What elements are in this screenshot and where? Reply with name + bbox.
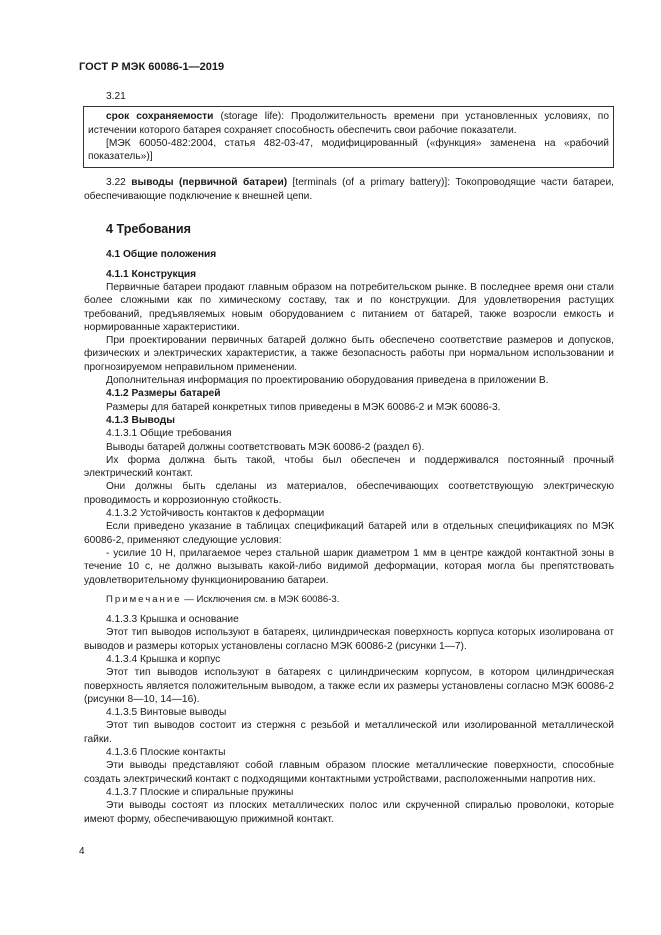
definition-body: (storage life): Продолжительность времени при установленных условиях, по истечении которого батарея сохраняет способность обеспечить свои рабочие показатели. [88, 111, 609, 136]
paragraph: Выводы батарей должны соответствовать МЭК 60086-2 (раздел 6). [106, 441, 425, 453]
paragraph: Если приведено указание в таблицах спецификаций батарей или в отдельных спецификациях по МЭК 60086-2, применяют следующие условия: [84, 521, 614, 546]
definition-number: 3.22 [106, 177, 132, 189]
paragraph: Дополнительная информация по проектированию оборудования приведена в приложении В. [106, 375, 549, 387]
paragraph: Эти выводы состоят из плоских металлических полос или скрученной спиралью проволоки, которые имеют форму, обеспечивающую прижимной контакт. [84, 800, 614, 825]
section-heading: 4 Требования [106, 222, 191, 237]
definition-source: [МЭК 60050-482:2004, статья 482-03-47, модифицированный («функция» заменена на «рабочий показатель»)] [88, 137, 609, 163]
paragraph: Их форма должна быть такой, чтобы был обеспечен и поддерживался постоянный прочный электрический контакт. [84, 454, 614, 480]
document-body [84, 90, 614, 826]
subclause-heading: 4.1.3.1 Общие требования [106, 428, 232, 440]
clause-heading: 4.1.1 Конструкция [106, 268, 197, 280]
subclause-heading: 4.1.3.4 Крышка и корпус [106, 653, 221, 665]
document-header: ГОСТ Р МЭК 60086-1—2019 [79, 61, 225, 73]
definition-number: 3.21 [106, 91, 126, 102]
page-number: 4 [79, 846, 85, 857]
subclause-heading: 4.1.3.2 Устойчивость контактов к деформации [106, 508, 325, 520]
clause-heading: 4.1.2 Размеры батарей [106, 388, 221, 400]
subclause-heading: 4.1.3.7 Плоские и спиральные пружины [106, 786, 294, 798]
subclause-heading: 4.1.3.6 Плоские контакты [106, 747, 226, 759]
definition-box [83, 106, 614, 168]
clause-heading: 4.1.3 Выводы [106, 414, 175, 426]
paragraph: Первичные батареи продают главным образом на потребительском рынке. В последнее время они стали более сложными как по химическому составу, так и по конструкции. Для удовлетворения растущих требований, предъявляемых новым оборудованием с питанием от батарей, также возросли емкость и нормированные характеристики. [84, 281, 614, 333]
subclause-heading: 4.1.3.3 Крышка и основание [106, 614, 239, 626]
subsection-heading: 4.1 Общие положения [106, 249, 217, 261]
note-label: Примечание [106, 593, 182, 605]
paragraph: Эти выводы представляют собой главным образом плоские металлические поверхности, способные создать электрический контакт с подходящими контактными устройствами, расположенными напротив них. [84, 760, 614, 785]
definition-term: срок сохраняемости [106, 111, 214, 123]
paragraph: Размеры для батарей конкретных типов приведены в МЭК 60086-2 и МЭК 60086-3. [106, 401, 501, 413]
paragraph: Этот тип выводов состоит из стержня с резьбой и металлической или изолированной металлической гайки. [84, 720, 614, 745]
definition-terminals [84, 176, 614, 203]
definition-text [88, 110, 609, 137]
paragraph: Они должны быть сделаны из материалов, обеспечивающих соответствующую электрическую проводимость и коррозионную стойкость. [84, 481, 614, 506]
definition-body: [terminals (of a primary battery)]: Токопроводящие части батареи, обеспечивающие подключение к внешней цепи. [84, 177, 614, 202]
note-text: — Исключения см. в МЭК 60086-3. [181, 593, 340, 605]
note [106, 593, 614, 606]
paragraph: Этот тип выводов используют в батареях, цилиндрическая поверхность корпуса которых изолирована от выводов и размеры которых установлены согласно МЭК 60086-2 (рисунки 1—7). [84, 627, 614, 652]
paragraph: При проектировании первичных батарей должно быть обеспечено соответствие размеров и допусков, физических и электрических характеристик, а также безопасность работы при нормальном использовании и прогнозируемом неправильном применении. [84, 335, 614, 373]
list-item: - усилие 10 Н, прилагаемое через стальной шарик диаметром 1 мм в центре каждой контактной зоны в течение 10 с, не должно вызывать какой-либо видимой деформации, которая могла бы препятствовать удовлетворительному функционированию батареи. [84, 547, 614, 586]
definition-term: выводы (первичной батареи) [131, 177, 288, 189]
paragraph: Этот тип выводов используют в батареях с цилиндрическим корпусом, в котором цилиндрическая поверхность является положительным выводом, а также если их размеры установлены согласно МЭК 60086-2 (рисунки 8—10, 14—16). [84, 667, 614, 705]
subclause-heading: 4.1.3.5 Винтовые выводы [106, 707, 227, 719]
